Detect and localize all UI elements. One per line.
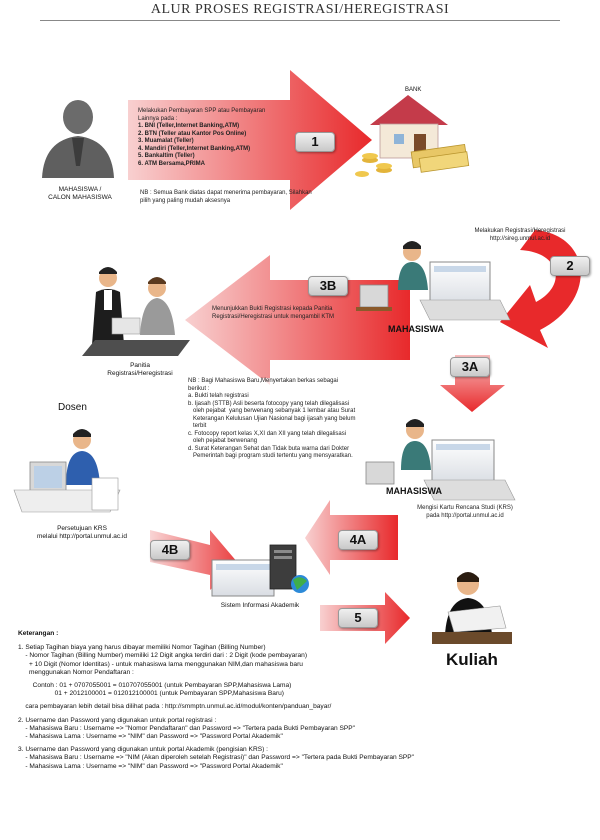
notes-line: - Mahasiswa Baru : Username => "Nomor Pendaftaran" dan Password => "Tertera pada Bukti Pembayaran SPP" [18, 724, 356, 732]
step-2-label: 2 [550, 256, 590, 276]
payment-line: Melakukan Pembayaran SPP atau Pembayaran [138, 108, 266, 114]
payment-line: 2. BTN (Teller atau Kantor Pos Online) [138, 130, 247, 137]
step-1-label: 1 [295, 132, 335, 152]
payment-line: Lainnya pada : [138, 115, 178, 122]
notes-line: 01 + 2012100001 = 012012100001 (untuk Pembayaran SPP,Mahasiswa Baru) [18, 690, 284, 698]
bank-nb-text: NB : Semua Bank diatas dapat menerima pembayaran, Silahkan pilih yang paling mudah aksesnya [140, 190, 312, 204]
bank-label: BANK [405, 87, 422, 93]
step-4a-label: 4A [338, 530, 378, 550]
notes-line: - Nomor Tagihan (Billing Number) memiliki 12 Digit angka terdiri dari : 2 Digit (kode pembayaran) [18, 652, 308, 660]
arrow-1-text [138, 108, 298, 168]
step-4b-label: 4B [150, 540, 190, 560]
notes-line: - Mahasiswa Lama : Username => "NIM" dan Password => "Password Portal Akademik" [18, 733, 283, 741]
siakad-label: Sistem Informasi Akademik [220, 602, 300, 609]
payment-line: 4. Mandiri (Teller,Internet Banking,ATM) [138, 145, 251, 152]
notes-line: Contoh : 01 + 0707055001 = 010707055001 (untuk Pembayaran SPP,Mahasiswa Lama) [18, 682, 292, 690]
payment-line: 5. Bankaltim (Teller) [138, 153, 195, 159]
notes-line: 3. Username dan Password yang digunakan untuk portal Akademik (pengisian KRS) : [18, 746, 268, 754]
payment-line: 1. BNI (Teller,Internet Banking,ATM) [138, 123, 240, 129]
payment-line: 6. ATM Bersama,PRIMA [138, 160, 206, 167]
notes-line: 1. Setiap Tagihan biaya yang harus dibayar memiliki Nomor Tagihan (Billing Number) [18, 644, 266, 652]
kuliah-label: Kuliah [446, 650, 498, 669]
student-label: MAHASISWA / CALON MAHASISWA [48, 186, 112, 201]
nb-requirements: NB : Bagi Mahasiswa Baru,Menyertakan berkas sebagai berikut : a. Bukti telah registrasi b. Ijasah (STTB) Asli beserta fotocopy yang telah dilegalisasi oleh pejabat yang berwenang sebanyak 1 lembar atau Surat Keterangan Kelulusan Ujian Nasional bagi ijasah yang belum terbit c. Fotocopy report kelas X,XI dan XII yang telah dilegalisasi oleh pejabat berwenang d. Surat Keterangan Sehat dan Tidak buta warna dari Dokter Pemerintah bagi program studi tertentu yang mensyaratkan. [188, 378, 378, 461]
notes-heading: Keterangan : [18, 630, 59, 637]
mahasiswa-label-2: MAHASISWA [386, 486, 442, 496]
payment-line: 3. Muamalat (Teller) [138, 138, 194, 144]
panitia-icon [82, 267, 190, 356]
notes-line: 2. Username dan Password yang digunakan untuk portal registrasi : [18, 716, 217, 724]
notes-line: cara pembayaran lebih detail bisa dilihat pada : http://smmptn.unmul.ac.id/modul/konten/panduan_bayar/ [18, 703, 332, 711]
panitia-label: Panitia Registrasi/Heregistrasi [107, 362, 173, 377]
mahasiswa-label-1: MAHASISWA [388, 324, 444, 334]
notes-line: - Mahasiswa Baru : Username => "NIM (Akan diperoleh setelah Registrasi)" dan Password => "Tertera pada Bukti Pembayaran SPP" [18, 754, 415, 762]
bank-icon [355, 95, 469, 177]
step-3b-label: 3B [308, 276, 348, 296]
notes-line: menggunakan Nomor Pendaftaran : [18, 668, 134, 676]
arrow-2-text: Melakukan Registrasi/Heregistrasi http://sireg.unmul.ac.id [474, 228, 566, 242]
student-icon [42, 100, 114, 178]
notes-line: - Mahasiswa Lama : Username => "NIM" dan Password => "Password Portal Akademik" [18, 762, 283, 770]
arrow-3b-text: Menunjukkan Bukti Registrasi kepada Panitia Registrasi/Heregistrasi untuk mengambil KTM [212, 306, 335, 320]
krs-text: Mengisi Kartu Rencana Studi (KRS) pada http://portal.unmul.ac.id [417, 505, 513, 519]
step-5-label: 5 [338, 608, 378, 628]
dosen-icon [14, 429, 120, 512]
arrow-step-2 [500, 230, 581, 348]
dosen-label: Dosen [58, 402, 87, 413]
dosen-approval-text: Persetujuan KRS melalui http://portal.unmul.ac.id [37, 525, 127, 540]
step-3a-label: 3A [450, 357, 490, 377]
notes-line: + 10 Digit (Nomor Identitas) - untuk mahasiswa lama menggunakan NIM,dan mahasiswa baru [18, 660, 303, 668]
notes-section [18, 630, 593, 771]
page-title: ALUR PROSES REGISTRASI/HEREGISTRASI [150, 2, 450, 17]
